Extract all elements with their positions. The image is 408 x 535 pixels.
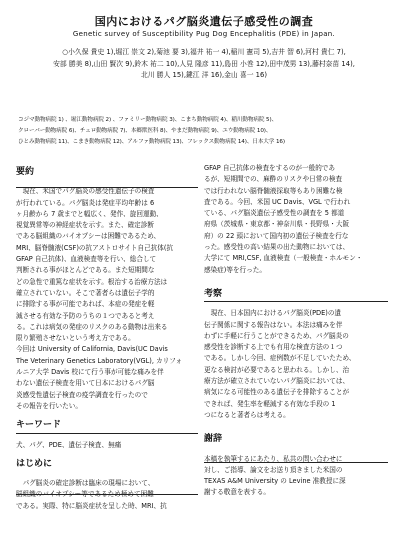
method-line: 感染症)等を行った。 xyxy=(204,265,266,274)
affiliation-line: コジマ動物病院 1) 、堀江動物病院 2) 、ファミリー動物病院 3)、こまち動物病院 4)、稲川動物病院 5)、 xyxy=(18,117,278,123)
discussion-line: 感受性を診断する上でも有用な検査方法の１つ xyxy=(204,343,343,352)
discussion-line: 更なる検討が必要であると思われる。しかし、治 xyxy=(204,365,350,374)
ack-heading-rule xyxy=(204,462,388,463)
discussion-line: である。しかし今回、症例数が不足していたため、 xyxy=(204,354,356,363)
intro-line: である。実際、特に脳炎症状を呈した時、MRI、抗 xyxy=(16,501,167,510)
method-line: では行われない脳脊髄液採取等もあり困難な検 xyxy=(204,186,343,195)
abstract-heading-rule xyxy=(16,187,198,188)
intro-line: パグ脳炎の確定診断は臨床の現場において、 xyxy=(16,479,155,488)
right-column xyxy=(204,163,394,499)
discussion-line: わずに手軽に行うことができるため、パグ脳炎の xyxy=(204,331,349,340)
abstract-line: 判断される事がほとんどである。また短期間な xyxy=(16,266,155,275)
abstract-line: 現在、米国でパグ脳炎の感受性遺伝子の検査 xyxy=(16,187,155,196)
affiliation-list xyxy=(18,115,398,149)
acknowledgements-body xyxy=(204,454,394,499)
abstract-line: 炎感受性遺伝子検査の疫学調査を行ったので xyxy=(16,390,148,399)
method-body xyxy=(204,163,394,276)
abstract-line: わない遺伝子検査を用いて日本におけるパグ脳 xyxy=(16,379,155,388)
abstract-line: 視覚異常等の神経症状を示す。また、確定診断 xyxy=(16,221,154,230)
discussion-line: 現在、日本国内におけるパグ脳炎(PDE)の遺 xyxy=(204,309,342,318)
ack-line: TEXAS A&M University の Levine 准教授に深 xyxy=(204,477,346,486)
introduction-body xyxy=(16,478,206,512)
abstract-line: 減させる有効な予防のうちの１つであると考え xyxy=(16,311,155,320)
discussion-line: つになると著者らは考える。 xyxy=(204,410,290,419)
ack-line: 本稿を執筆するにあたり、私共の問い合わせに xyxy=(204,454,343,463)
acknowledgements-heading: 謝辞 xyxy=(204,434,223,445)
discussion-line: 病気になる可能性のある遺伝子を排除することが xyxy=(204,388,350,397)
ack-line: 謝する敬意を表する。 xyxy=(204,488,270,497)
discussion-line: 療方法が確立されていないパグ脳炎においては、 xyxy=(204,377,350,386)
method-line: るが、短期間での、麻酔のリスクや日常の検査 xyxy=(204,175,343,184)
abstract-line: 限り繁殖させないという考え方である。 xyxy=(16,334,135,343)
method-line: ている、パグ脳炎遺伝子感受性の調査を 5 都道 xyxy=(204,209,345,218)
abstract-line: GFAP 自己抗体)、血液検査等を行い、総合して xyxy=(16,255,157,264)
keywords-text: 犬、パグ、PDE、遺伝子検査、無痛 xyxy=(16,440,122,449)
method-line: 府県（茨城県・東京都・神奈川県・長野県・大阪 xyxy=(204,220,350,229)
left-column xyxy=(16,167,206,512)
abstract-line: である脳組織のバイオプシーは困難であるため、 xyxy=(16,232,161,241)
paper-title-english: Genetic survey of Susceptibility Pug Dog Encephalitis (PDE) in Japan. xyxy=(72,30,336,38)
abstract-line: MRI、脳脊髄液(CSF)の抗アストロサイト自己抗体(抗 xyxy=(16,243,174,252)
discussion-heading-rule xyxy=(204,301,388,302)
discussion-heading: 考察 xyxy=(204,288,223,299)
discussion-line: 伝子関係に関する報告はない。本法は痛みを伴 xyxy=(204,320,343,329)
author-line: 北川 勝人 15),鍵江 洋 16),金山 喜一 16) xyxy=(141,71,267,80)
abstract-line: 今回は University of California, Davis(UC Davis xyxy=(16,345,168,354)
introduction-heading: はじめに xyxy=(16,458,53,469)
abstract-line: The Veterinary Genetics Laboratory(VGL), カリフォ xyxy=(16,356,183,365)
abstract-line: ルニア大学 Davis 校にて行う事が可能な痛みを伴 xyxy=(16,368,164,377)
abstract-heading: 要約 xyxy=(16,167,35,177)
method-line: 査である。今回、米国 UC Davis、VGL で行われ xyxy=(204,197,351,206)
abstract-line: どの急性で重篤な症状を示す。根治する治療方法は xyxy=(16,277,168,286)
abstract-line: る。これは病気の発症のリスクのある動物は出来る xyxy=(16,322,168,331)
ack-line: 対し、ご指導、論文をお送り頂きました米国の xyxy=(204,465,343,474)
method-line: GFAP 自己抗体の検査をするのが一般的であ xyxy=(204,164,335,172)
discussion-line: できれば、発生率を軽減する有効な手段の 1 xyxy=(204,399,336,408)
keywords-heading: キーワード xyxy=(16,420,62,431)
abstract-line: に排除する事が可能であれば、本症の発症を軽 xyxy=(16,300,155,309)
affiliation-line: ひとみ動物病院 11)、こまき動物病院 12)、アルファ動物病院 13)、フレックス動物病院 14)、日本大学 16) xyxy=(18,139,285,146)
paper-title-japanese: 国内におけるパグ脳炎遺伝子感受性の調査 xyxy=(94,15,314,28)
author-list xyxy=(36,47,372,82)
author-line: ○小久保 貴史 1),堀江 崇文 2),菊池 要 3),福井 祐一 4),稲川 憲司 5),吉井 智 6),河村 貴仁 7), xyxy=(62,48,346,56)
abstract-body xyxy=(16,186,206,412)
abstract-line: その報告を行いたい。 xyxy=(16,401,82,410)
intro-heading-rule xyxy=(16,494,198,495)
author-line: 安部 勝美 8),山田 賢次 9),鈴木 祐二 10),人見 隆彦 11),島田 小巻 12),田中茂男 13),藤村奈苗 14), xyxy=(53,59,355,68)
method-line: 大学にて MRI,CSF, 血液検査（一般検査・ホルモン・ xyxy=(204,254,363,263)
abstract-line: ヶ月齢から 7 歳までと幅広く、発作、旋回運動、 xyxy=(16,209,163,218)
intro-line: 脳組織のバイオプシー等であるため極めて困難 xyxy=(16,490,154,499)
abstract-line: が行われている。パグ脳炎は発症平均年齢は 6 xyxy=(16,198,155,207)
discussion-body xyxy=(204,308,394,421)
abstract-line: 確立されていない。そこで著者らは遺伝子学的 xyxy=(16,288,155,297)
affiliation-line: クローバー動物病院 6)、チェロ動物病院 7)、本郷獣医科 8)、やまだ動物病院 9)、ユウ動物病院 10)、 xyxy=(18,128,272,135)
method-line: 府）の 22 頭において国内初の遺伝子検査を行な xyxy=(204,231,349,240)
method-line: った。感受性の高い結果の出た動物においては、 xyxy=(204,243,350,252)
keywords-heading-rule xyxy=(16,433,198,434)
